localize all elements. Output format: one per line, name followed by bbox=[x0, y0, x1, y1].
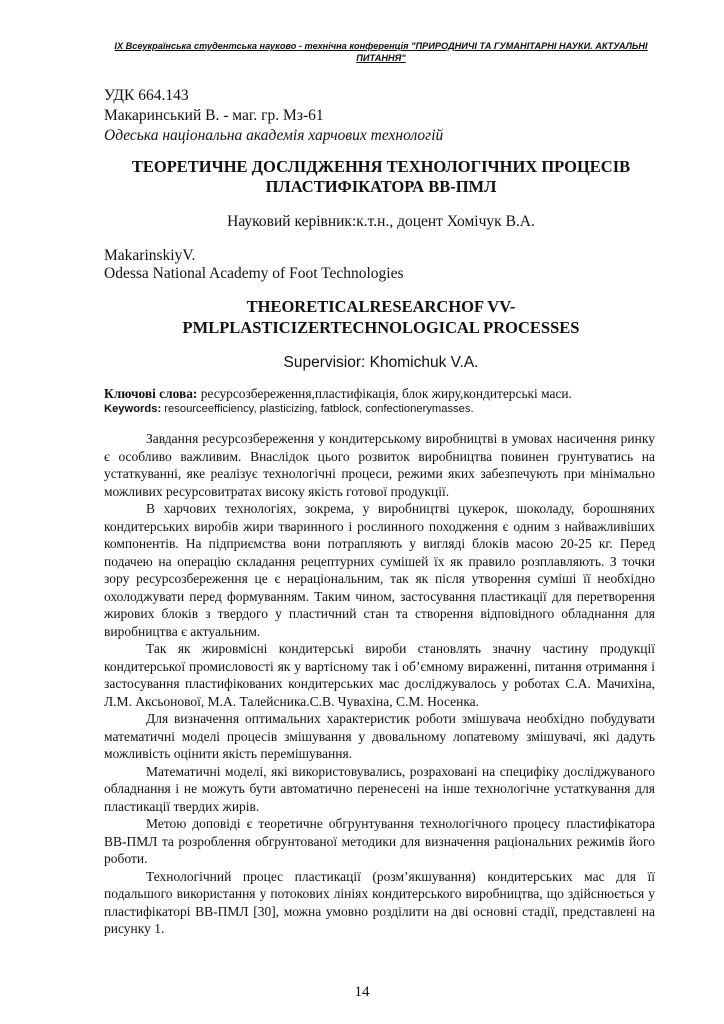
paragraph: Для визначення оптимальних характеристик роботи змішувача необхідно побудувати математичні моделі процесів змішування у двовальному лопатевому змішувачі, які дадуть можливість оцінити якість перемішування. bbox=[104, 711, 655, 761]
supervisor-en: Supervisior: Khomichuk V.A. bbox=[283, 354, 479, 371]
paragraph: Метою доповіді є теоретичне обгрунтування технологічного процесу пластифікатора ВВ-ПМЛ та розроблення обгрунтованої методики для визначення раціональних режимів його роботи. bbox=[104, 816, 655, 866]
udk-code: УДК 664.143 bbox=[104, 87, 189, 104]
keywords-en bbox=[104, 402, 664, 416]
author-ua: Макаринський В. - маг. гр. Мз-61 bbox=[104, 107, 324, 124]
title-ua: ТЕОРЕТИЧНЕ ДОСЛІДЖЕННЯ ТЕХНОЛОГІЧНИХ ПРОЦЕСІВ ПЛАСТИФІКАТОРА ВВ-ПМЛ bbox=[131, 157, 631, 196]
body-text bbox=[104, 430, 655, 938]
paragraph: Математичні моделі, які використовувались, розраховані на специфіку досліджуваного обладнання і не можуть бути автоматично перенесені на інше технологічне устаткування для пластикації твердих жирів. bbox=[104, 763, 655, 814]
affiliation-en: Odessa National Academy of Foot Technologies bbox=[104, 265, 404, 282]
paragraph: Технологічний процес пластикації (розм’якшування) кондитерських мас для її подальшого використання у потокових лініях кондитерського виробництва, що здійснюється у пластифікаторі ВВ-ПМЛ [30], можна умовно розділити на дві основні стадії, представлені на рисунку 1. bbox=[104, 868, 655, 936]
author-en: MakarinskiyV. bbox=[104, 247, 196, 264]
page-number: 14 bbox=[354, 984, 370, 1000]
keywords-ua bbox=[104, 386, 664, 402]
paragraph: В харчових технологіях, зокрема, у виробництві цукерок, шоколаду, борошняних кондитерських виробів жири тваринного і рослинного походження є одним з найважливіших компонентів. На підприємства вони потрапляють у вигляді блоків масою 20-25 кг. Перед подачею на операцію складання рецептурних сумішей їх як правило розплавляють. З точки зору ресурсозбереження це є нераціональним, так як після утворення суміші її необхідно охолоджувати перед формуванням. Таким чином, застосування пластикації для перетворення жирових блоків з твердого у пластичний стан та створення відповідного обладнання для виробництва є актуальним. bbox=[104, 501, 655, 639]
conference-header: IX Всеукраїнська студентська науково - технічна конференція "ПРИРОДНИЧІ ТА ГУМАНІТАРНІ НАУКИ. АКТУАЛЬНІ ПИТАННЯ" bbox=[114, 41, 648, 63]
keywords-en-label: Keywords: bbox=[104, 403, 162, 415]
paragraph: Завдання ресурсозбереження у кондитерському виробництві в умовах насичення ринку є особливо важливим. Внаслідок цього розвиток виробництва повинен грунтуватись на устаткуванні, яке реалізує технологічні процеси, режими яких забезпечують при мінімально можливих ресурсовитратах високу якість готової продукції. bbox=[104, 431, 655, 499]
title-en: THEORETICALRESEARCHOF VV-PMLPLASTICIZERTECHNOLOGICAL PROCESSES bbox=[182, 297, 580, 337]
supervisor-ua: Науковий керівник:к.т.н., доцент Хомічук В.А. bbox=[227, 213, 535, 230]
paragraph: Так як жировмісні кондитерські вироби становлять значну частину продукції кондитерської промисловості як у вартісному так і об’ємному вираженні, питання отримання і застосування пластифікованих кондитерських мас досліджувалось у роботах С.А. Мачихіна, Л.М. Аксьонової, М.А. Талейсника.С.В. Чувахіна, С.М. Носенка. bbox=[104, 641, 655, 709]
affiliation-ua: Одеська національна академія харчових технологій bbox=[104, 127, 444, 144]
keywords-en-text: resourceefficiency, plasticizing, fatblock, confectionerymasses. bbox=[161, 403, 474, 415]
keywords-ua-label: Ключові слова: bbox=[104, 386, 198, 401]
keywords-ua-text: ресурсозбереження,пластифікація, блок жиру,кондитерські маси. bbox=[197, 386, 572, 401]
